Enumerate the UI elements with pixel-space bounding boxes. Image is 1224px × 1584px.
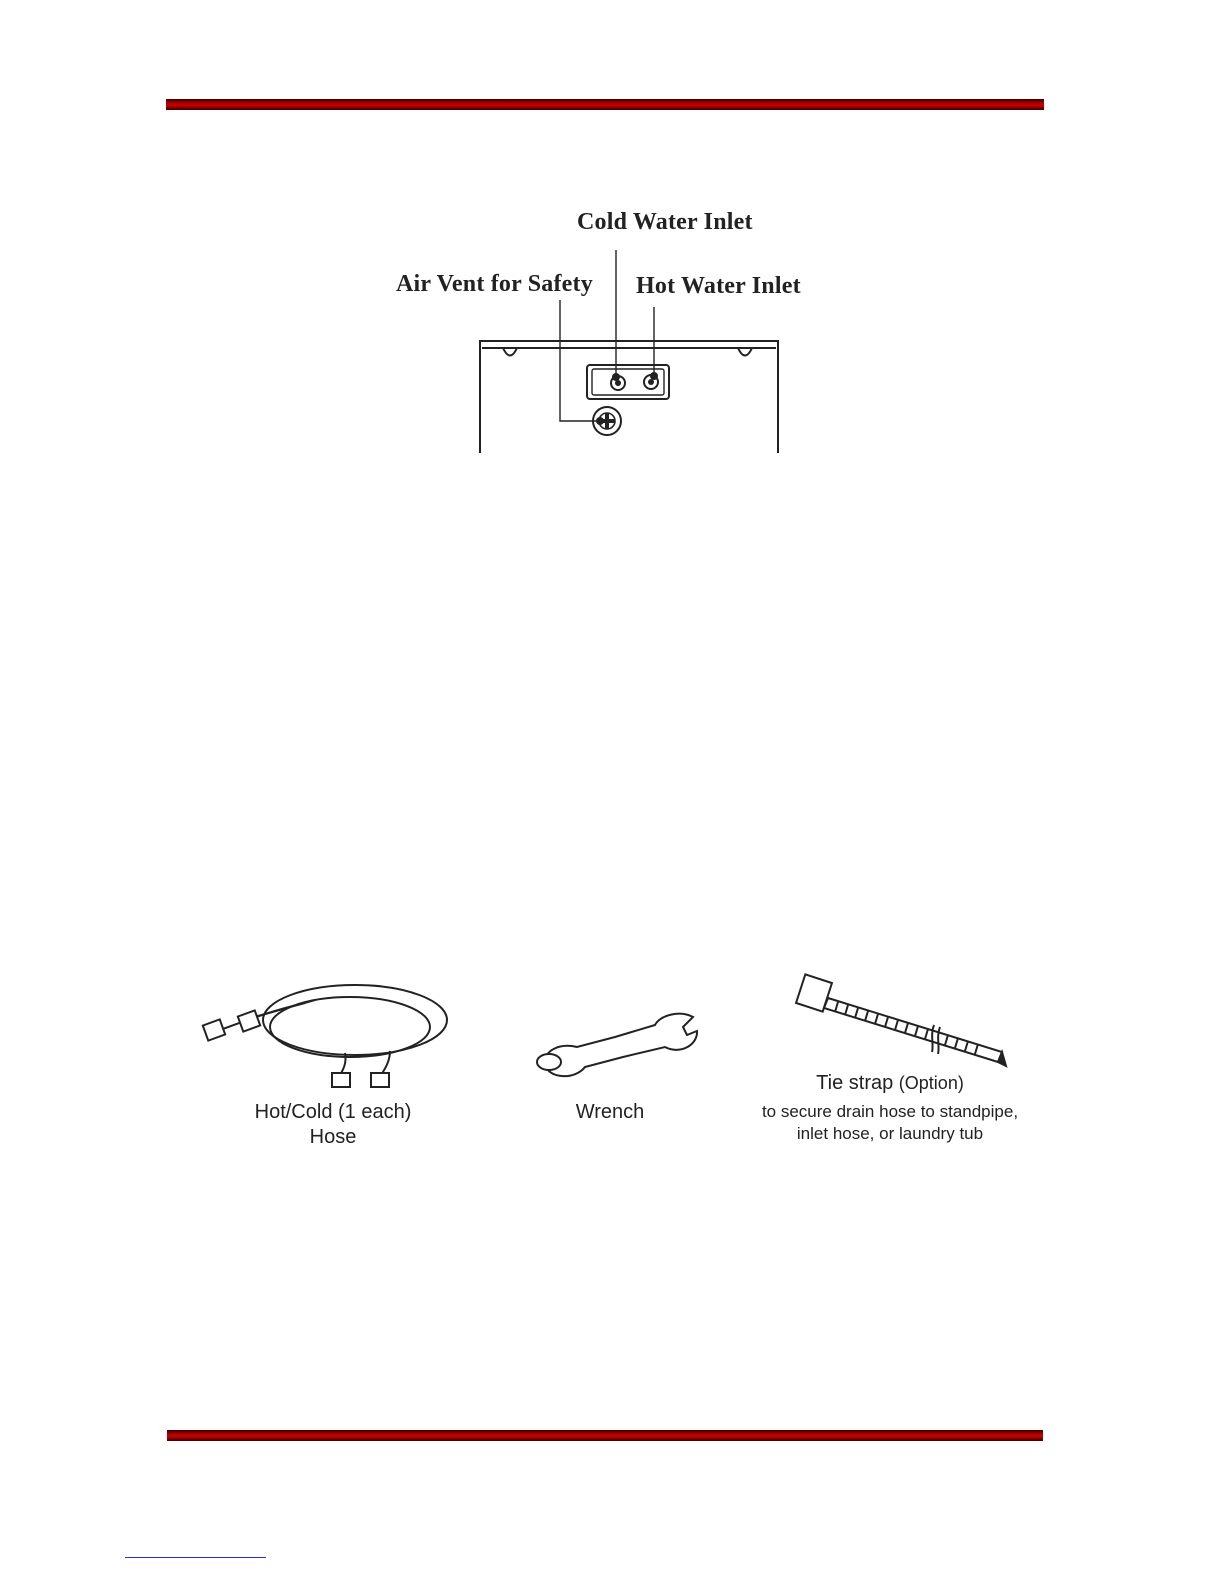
wrench-label: Wrench bbox=[575, 1101, 645, 1123]
wrench-accessory bbox=[515, 1005, 705, 1125]
tie-strap-icon bbox=[740, 970, 1040, 1070]
hose-accessory bbox=[195, 975, 465, 1155]
footer-rule bbox=[167, 1430, 1043, 1441]
hose-label-line1: Hot/Cold (1 each) bbox=[254, 1101, 412, 1123]
tie-strap-option: (Option) bbox=[898, 1073, 964, 1093]
hose-icon bbox=[195, 975, 465, 1095]
hot-water-inlet-label: Hot Water Inlet bbox=[636, 273, 801, 299]
wrench-icon bbox=[515, 1005, 705, 1085]
header-rule bbox=[166, 99, 1044, 110]
tie-strap-note-line2: inlet hose, or laundry tub bbox=[796, 1124, 984, 1143]
tie-strap-label bbox=[740, 1071, 1040, 1096]
hose-label-line2: Hose bbox=[309, 1126, 357, 1148]
tie-strap-note-line1: to secure drain hose to standpipe, bbox=[761, 1102, 1019, 1121]
tie-strap-label-text: Tie strap bbox=[816, 1072, 894, 1094]
washer-back-panel-illustration bbox=[370, 195, 850, 460]
tie-strap-accessory bbox=[740, 970, 1040, 1150]
footer-link-underline[interactable] bbox=[125, 1557, 266, 1558]
cold-water-inlet-label: Cold Water Inlet bbox=[577, 209, 753, 235]
back-panel-diagram bbox=[370, 195, 850, 460]
air-vent-label: Air Vent for Safety bbox=[396, 271, 593, 297]
